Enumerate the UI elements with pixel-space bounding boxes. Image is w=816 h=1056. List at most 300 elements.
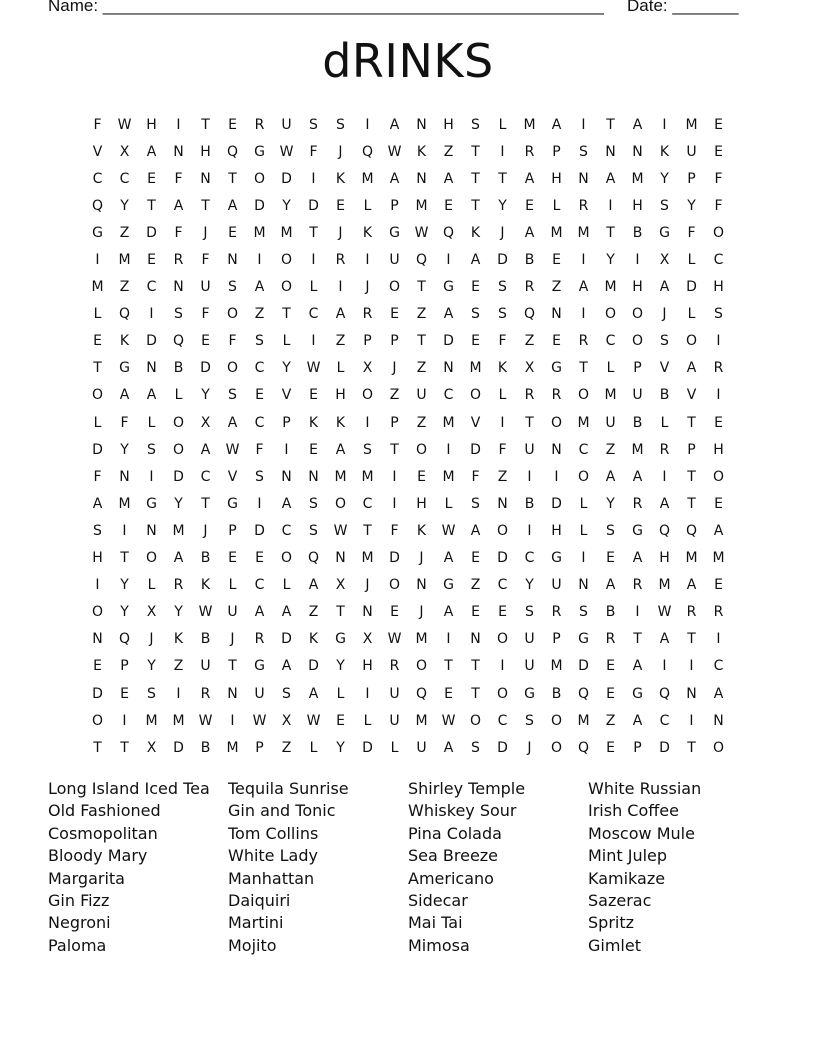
grid-letter: D	[470, 441, 481, 458]
grid-letter: C	[92, 170, 103, 187]
grid-letter: W	[414, 224, 429, 241]
grid-letter: V	[281, 387, 292, 404]
grid-letter: A	[443, 550, 454, 567]
grid-letter: Q	[658, 522, 671, 539]
grid-letter: B	[632, 224, 643, 241]
grid-letter: T	[471, 170, 480, 187]
grid-letter: D	[281, 170, 292, 187]
grid-letter: K	[119, 333, 130, 350]
grid-letter: M	[631, 441, 644, 458]
grid-letter: N	[92, 631, 103, 648]
grid-letter: I	[716, 631, 721, 648]
grid-letter: R	[254, 631, 265, 648]
grid-letter: D	[146, 224, 157, 241]
grid-letter: A	[146, 387, 157, 404]
grid-letter: J	[500, 224, 505, 241]
grid-letter: Z	[416, 360, 427, 377]
grid-letter: U	[524, 658, 535, 675]
word-list-item: Kamikaze	[588, 868, 666, 888]
grid-letter: B	[551, 685, 562, 702]
grid-letter: N	[200, 170, 211, 187]
grid-letter: N	[227, 685, 238, 702]
grid-letter: O	[145, 550, 158, 567]
word-list-item: Negroni	[48, 913, 111, 933]
grid-letter: A	[659, 495, 670, 512]
grid-letter: M	[550, 224, 563, 241]
grid-letter: M	[604, 279, 617, 296]
grid-letter: I	[716, 387, 721, 404]
grid-letter: A	[443, 739, 454, 756]
grid-letter: N	[497, 495, 508, 512]
grid-letter: L	[687, 252, 696, 269]
grid-letter: C	[713, 252, 724, 269]
grid-letter: D	[497, 550, 508, 567]
grid-letter: M	[280, 224, 293, 241]
grid-letter: Y	[174, 604, 183, 621]
grid-letter: T	[309, 224, 318, 241]
grid-letter: I	[230, 712, 235, 729]
word-list-item: Tom Collins	[228, 823, 319, 843]
grid-letter: E	[714, 577, 723, 594]
grid-letter: E	[201, 333, 210, 350]
grid-letter: A	[578, 279, 589, 296]
grid-letter: A	[335, 306, 346, 323]
grid-letter: E	[147, 170, 156, 187]
grid-letter: M	[361, 468, 374, 485]
grid-letter: A	[281, 658, 292, 675]
grid-letter: T	[201, 197, 210, 214]
grid-letter: F	[120, 414, 129, 431]
grid-letter: E	[606, 739, 615, 756]
grid-letter: H	[713, 441, 724, 458]
grid-letter: I	[122, 522, 127, 539]
grid-letter: I	[365, 116, 370, 133]
grid-letter: E	[444, 685, 453, 702]
grid-letter: I	[149, 468, 154, 485]
grid-letter: G	[632, 685, 643, 702]
grid-letter: A	[200, 441, 211, 458]
grid-letter: I	[500, 658, 505, 675]
grid-letter: I	[257, 495, 262, 512]
grid-letter: L	[336, 360, 345, 377]
grid-letter: N	[443, 360, 454, 377]
grid-letter: F	[714, 170, 723, 187]
grid-letter: Z	[551, 279, 562, 296]
grid-letter: I	[95, 577, 100, 594]
word-list-item: Tequila Sunrise	[228, 779, 349, 798]
grid-letter: U	[200, 658, 211, 675]
grid-letter: N	[335, 550, 346, 567]
grid-letter: D	[254, 522, 265, 539]
grid-letter: K	[497, 360, 508, 377]
grid-letter: W	[225, 441, 240, 458]
grid-letter: N	[632, 143, 643, 160]
grid-letter: H	[362, 658, 373, 675]
grid-letter: J	[338, 224, 343, 241]
grid-letter: S	[255, 333, 264, 350]
grid-letter: L	[363, 197, 372, 214]
grid-letter: E	[309, 387, 318, 404]
grid-letter: G	[254, 658, 265, 675]
grid-letter: N	[146, 522, 157, 539]
grid-letter: S	[336, 116, 345, 133]
grid-letter: I	[257, 252, 262, 269]
grid-letter: Z	[470, 577, 481, 594]
grid-letter: N	[416, 116, 427, 133]
grid-letter: E	[390, 604, 399, 621]
grid-letter: Z	[497, 468, 508, 485]
word-list-item: Gimlet	[588, 935, 641, 955]
grid-letter: R	[578, 197, 589, 214]
grid-letter: A	[632, 550, 643, 567]
grid-letter: R	[389, 658, 400, 675]
word-list-item: Sea Breeze	[408, 846, 499, 866]
grid-letter: R	[632, 495, 643, 512]
grid-letter: E	[309, 441, 318, 458]
grid-letter: R	[173, 252, 184, 269]
grid-letter: O	[685, 333, 698, 350]
grid-letter: F	[714, 197, 723, 214]
grid-letter: E	[714, 143, 723, 160]
grid-letter: D	[686, 279, 697, 296]
grid-letter: X	[146, 739, 157, 756]
grid-letter: P	[687, 441, 696, 458]
grid-letter: I	[446, 441, 451, 458]
grid-letter: I	[608, 197, 613, 214]
grid-letter: I	[311, 252, 316, 269]
grid-letter: R	[578, 333, 589, 350]
grid-letter: G	[335, 631, 346, 648]
grid-letter: Y	[660, 170, 669, 187]
grid-letter: A	[686, 577, 697, 594]
grid-letter: Y	[336, 739, 345, 756]
grid-letter: O	[388, 279, 401, 296]
grid-letter: B	[200, 739, 211, 756]
grid-letter: Y	[120, 197, 129, 214]
grid-letter: X	[335, 577, 346, 594]
grid-letter: P	[552, 143, 561, 160]
grid-letter: P	[552, 631, 561, 648]
grid-letter: S	[228, 387, 237, 404]
grid-letter: H	[416, 495, 427, 512]
word-list-item: Mojito	[228, 935, 277, 955]
grid-letter: C	[659, 712, 670, 729]
grid-letter: N	[416, 170, 427, 187]
grid-letter: I	[662, 116, 667, 133]
grid-letter: D	[443, 333, 454, 350]
word-list-item: Americano	[408, 868, 494, 888]
grid-letter: A	[632, 658, 643, 675]
grid-letter: R	[200, 685, 211, 702]
grid-letter: Z	[605, 441, 616, 458]
grid-letter: S	[525, 604, 534, 621]
grid-letter: B	[524, 252, 535, 269]
grid-letter: N	[686, 685, 697, 702]
grid-letter: N	[362, 604, 373, 621]
grid-letter: I	[365, 252, 370, 269]
grid-letter: Y	[120, 441, 129, 458]
grid-letter: M	[253, 224, 266, 241]
grid-letter: Q	[685, 522, 698, 539]
grid-letter: P	[255, 739, 264, 756]
grid-letter: N	[308, 468, 319, 485]
grid-letter: W	[657, 604, 672, 621]
grid-letter: Z	[281, 739, 292, 756]
grid-letter: C	[281, 522, 292, 539]
grid-letter: S	[93, 522, 102, 539]
grid-letter: H	[200, 143, 211, 160]
grid-letter: D	[362, 739, 373, 756]
grid-letter: Z	[308, 604, 319, 621]
grid-letter: C	[362, 495, 373, 512]
grid-letter: R	[713, 604, 724, 621]
grid-letter: O	[496, 631, 509, 648]
grid-letter: Q	[442, 224, 455, 241]
grid-letter: S	[471, 739, 480, 756]
grid-letter: F	[201, 252, 210, 269]
grid-letter: T	[579, 360, 588, 377]
grid-letter: A	[470, 252, 481, 269]
grid-letter: I	[500, 414, 505, 431]
grid-letter: D	[173, 468, 184, 485]
grid-letter: G	[389, 224, 400, 241]
grid-letter: E	[417, 468, 426, 485]
worksheet-header	[48, 0, 748, 22]
grid-letter: U	[686, 143, 697, 160]
grid-letter: I	[149, 306, 154, 323]
grid-letter: O	[388, 577, 401, 594]
grid-letter: L	[174, 387, 183, 404]
grid-letter: Z	[416, 414, 427, 431]
grid-letter: Y	[147, 658, 156, 675]
grid-letter: D	[551, 495, 562, 512]
word-list-item: Old Fashioned	[48, 801, 161, 821]
grid-letter: A	[281, 604, 292, 621]
grid-letter: L	[147, 414, 156, 431]
grid-letter: I	[392, 468, 397, 485]
grid-letter: E	[714, 116, 723, 133]
grid-letter: S	[498, 279, 507, 296]
grid-letter: Q	[307, 550, 320, 567]
grid-letter: B	[200, 550, 211, 567]
grid-letter: I	[662, 658, 667, 675]
grid-letter: C	[578, 441, 589, 458]
grid-letter: L	[309, 279, 318, 296]
grid-letter: Z	[254, 306, 265, 323]
grid-letter: G	[578, 631, 589, 648]
grid-letter: M	[145, 712, 158, 729]
grid-letter: A	[659, 279, 670, 296]
grid-letter: P	[120, 658, 129, 675]
grid-letter: A	[227, 414, 238, 431]
grid-letter: A	[551, 116, 562, 133]
grid-letter: A	[605, 577, 616, 594]
grid-letter: U	[254, 685, 265, 702]
grid-letter: M	[442, 468, 455, 485]
grid-letter: R	[605, 631, 616, 648]
word-list-item: Gin and Tonic	[228, 801, 336, 821]
grid-letter: X	[524, 360, 535, 377]
grid-letter: O	[550, 712, 563, 729]
grid-letter: X	[362, 631, 373, 648]
word-list-item: Moscow Mule	[588, 823, 695, 843]
grid-letter: L	[390, 739, 399, 756]
grid-letter: G	[443, 577, 454, 594]
grid-letter: W	[387, 143, 402, 160]
grid-letter: T	[201, 116, 210, 133]
grid-letter: L	[336, 685, 345, 702]
grid-letter: N	[416, 577, 427, 594]
grid-letter: Y	[201, 387, 210, 404]
grid-letter: R	[335, 252, 346, 269]
grid-letter: U	[389, 252, 400, 269]
grid-letter: Z	[389, 387, 400, 404]
grid-letter: A	[605, 170, 616, 187]
grid-letter: M	[658, 577, 671, 594]
grid-letter: J	[149, 631, 154, 648]
grid-letter: Y	[606, 495, 615, 512]
grid-letter: J	[230, 631, 235, 648]
grid-letter: O	[577, 387, 590, 404]
grid-letter: T	[471, 197, 480, 214]
grid-letter: N	[551, 441, 562, 458]
grid-letter: S	[525, 712, 534, 729]
grid-letter: Y	[606, 252, 615, 269]
grid-letter: Y	[336, 658, 345, 675]
grid-letter: E	[606, 658, 615, 675]
grid-letter: I	[581, 550, 586, 567]
word-list-item: Mint Julep	[588, 846, 668, 866]
grid-letter: S	[660, 333, 669, 350]
grid-letter: I	[365, 414, 370, 431]
grid-letter: F	[498, 441, 507, 458]
grid-letter: R	[524, 387, 535, 404]
grid-letter: O	[91, 712, 104, 729]
grid-letter: N	[119, 468, 130, 485]
grid-letter: G	[119, 360, 130, 377]
grid-letter: O	[280, 550, 293, 567]
grid-letter: Q	[658, 685, 671, 702]
grid-letter: K	[200, 577, 211, 594]
grid-letter: B	[605, 604, 616, 621]
grid-letter: F	[174, 170, 183, 187]
grid-letter: R	[254, 116, 265, 133]
grid-letter: T	[633, 631, 642, 648]
grid-letter: A	[146, 143, 157, 160]
grid-letter: L	[552, 197, 561, 214]
grid-letter: P	[633, 360, 642, 377]
grid-letter: O	[577, 468, 590, 485]
grid-letter: D	[200, 360, 211, 377]
grid-letter: A	[524, 170, 535, 187]
grid-letter: C	[200, 468, 211, 485]
grid-letter: D	[308, 197, 319, 214]
grid-letter: N	[578, 577, 589, 594]
grid-letter: R	[713, 360, 724, 377]
grid-letter: R	[551, 604, 562, 621]
grid-letter: Z	[524, 333, 535, 350]
grid-letter: N	[578, 170, 589, 187]
grid-letter: F	[255, 441, 264, 458]
grid-letter: C	[713, 658, 724, 675]
grid-letter: G	[659, 224, 670, 241]
grid-letter: E	[120, 685, 129, 702]
grid-letter: Y	[525, 577, 534, 594]
grid-letter: M	[91, 279, 104, 296]
grid-letter: L	[282, 333, 291, 350]
grid-letter: A	[227, 197, 238, 214]
grid-letter: T	[93, 739, 102, 756]
grid-letter: O	[469, 712, 482, 729]
grid-letter: S	[579, 604, 588, 621]
grid-letter: O	[712, 224, 725, 241]
grid-letter: S	[309, 495, 318, 512]
grid-letter: Z	[119, 224, 130, 241]
grid-letter: U	[551, 577, 562, 594]
grid-letter: K	[362, 224, 373, 241]
grid-letter: Q	[523, 306, 536, 323]
grid-letter: A	[92, 495, 103, 512]
grid-letter: S	[606, 522, 615, 539]
grid-letter: X	[659, 252, 670, 269]
grid-letter: W	[198, 712, 213, 729]
grid-letter: U	[281, 116, 292, 133]
grid-letter: T	[282, 306, 291, 323]
grid-letter: A	[389, 170, 400, 187]
name-line: Name: _____________________________________________________	[48, 0, 604, 15]
grid-letter: D	[92, 441, 103, 458]
word-list-item: Bloody Mary	[48, 846, 148, 866]
grid-letter: P	[228, 522, 237, 539]
grid-letter: I	[122, 712, 127, 729]
grid-letter: T	[390, 441, 399, 458]
grid-letter: O	[334, 495, 347, 512]
word-list-item: Daiquiri	[228, 890, 291, 910]
grid-letter: N	[173, 279, 184, 296]
grid-letter: B	[524, 495, 535, 512]
grid-letter: Z	[416, 306, 427, 323]
grid-letter: I	[581, 252, 586, 269]
grid-letter: K	[308, 414, 319, 431]
word-list-item: Mai Tai	[408, 913, 463, 933]
grid-letter: M	[442, 414, 455, 431]
grid-letter: I	[500, 143, 505, 160]
grid-letter: W	[117, 116, 132, 133]
grid-letter: N	[146, 360, 157, 377]
grid-letter: F	[309, 143, 318, 160]
grid-letter: J	[203, 522, 208, 539]
grid-letter: J	[203, 224, 208, 241]
grid-letter: T	[606, 224, 615, 241]
word-list-item: Paloma	[48, 935, 107, 955]
grid-letter: K	[335, 170, 346, 187]
grid-letter: M	[577, 414, 590, 431]
grid-letter: I	[689, 712, 694, 729]
grid-letter: R	[362, 306, 373, 323]
grid-letter: M	[685, 550, 698, 567]
grid-letter: M	[685, 116, 698, 133]
grid-letter: R	[173, 577, 184, 594]
grid-letter: E	[606, 685, 615, 702]
grid-letter: T	[120, 739, 129, 756]
grid-letter: G	[146, 495, 157, 512]
word-list-item: Martini	[228, 913, 284, 933]
grid-letter: L	[309, 739, 318, 756]
grid-letter: E	[93, 333, 102, 350]
grid-letter: I	[716, 333, 721, 350]
grid-letter: I	[527, 522, 532, 539]
grid-letter: Q	[172, 333, 185, 350]
